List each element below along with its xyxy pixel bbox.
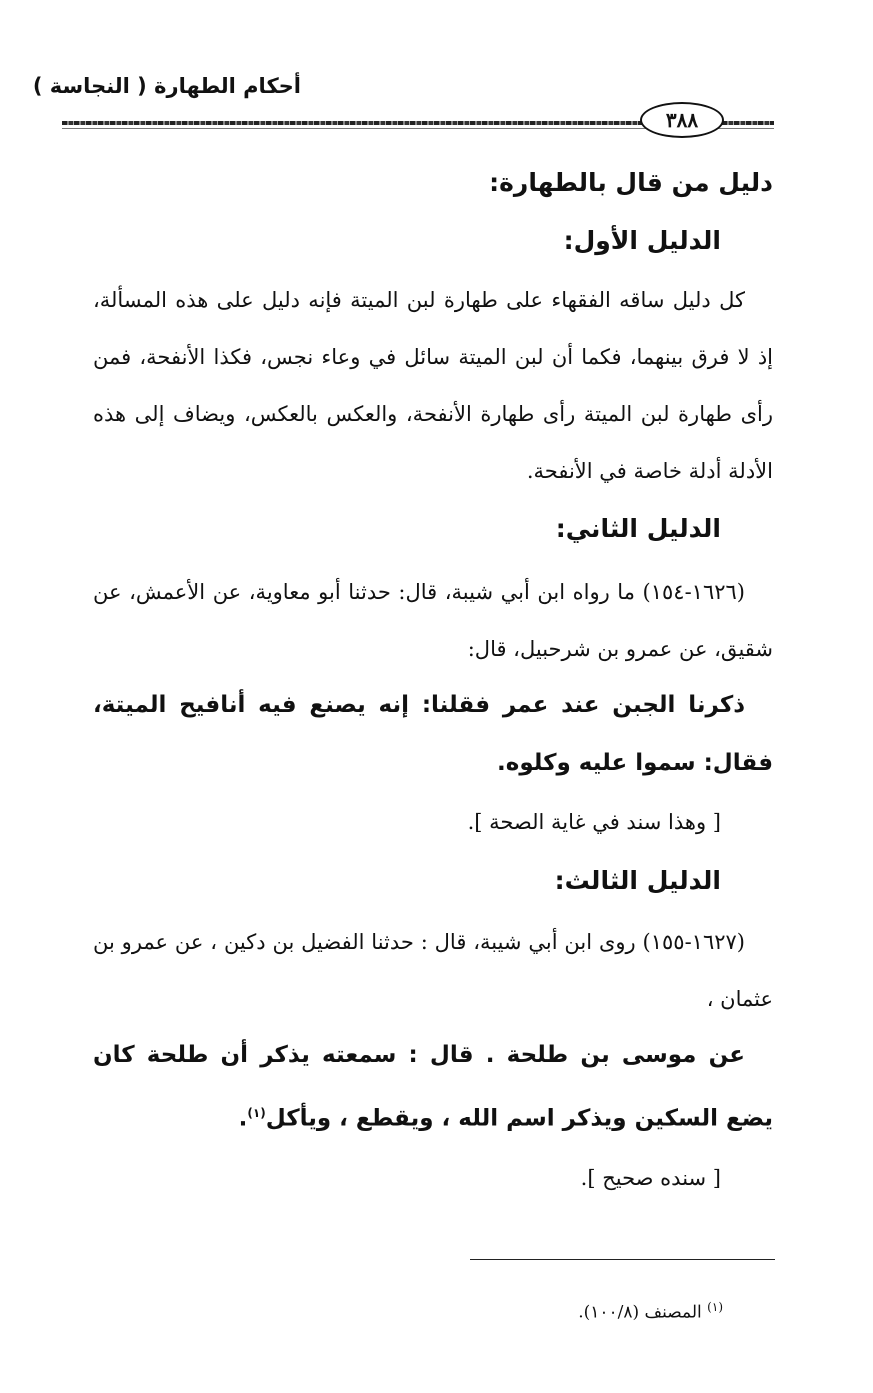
second-evidence-quote: ذكرنا الجبن عند عمر فقلنا: إنه يصنع فيه أنافيح الميتة، فقال: سموا عليه وكلوه. <box>93 692 773 776</box>
section-title: دليل من قال بالطهارة: <box>489 168 773 197</box>
footnote <box>578 1300 723 1323</box>
first-evidence-heading: الدليل الأول: <box>563 226 721 255</box>
page-number: ٣٨٨ <box>640 102 724 138</box>
first-evidence-paragraph: كل دليل ساقه الفقهاء على طهارة لبن الميتة فإنه دليل على هذه المسألة، إذ لا فرق بينهما، فكما أن لبن الميتة سائل في وعاء نجس، فكذا الأنفحة، فمن رأى طهارة لبن الميتة رأى طهارة الأنفحة، والعكس بالعكس، ويضاف إلى هذه الأدلة أدلة خاصة في الأنفحة. <box>93 288 773 483</box>
footnote-text: المصنف (١٠٠/٨). <box>578 1302 702 1323</box>
footnote-reference[interactable]: (١) <box>247 1106 266 1120</box>
third-evidence-grading: [ سنده صحيح ]. <box>580 1166 721 1190</box>
running-title: أحكام الطهارة ( النجاسة ) <box>32 74 301 98</box>
footnote-marker: (١) <box>707 1300 723 1314</box>
third-evidence-quote-end: . <box>238 1105 248 1132</box>
third-evidence-heading: الدليل الثالث: <box>554 866 721 895</box>
third-evidence-quote-text: عن موسى بن طلحة . قال : سمعته يذكر أن طلحة كان يضع السكين ويذكر اسم الله ، ويقطع ، ويأكل <box>93 1042 773 1132</box>
second-evidence-grading: [ وهذا سند في غاية الصحة ]. <box>467 810 721 834</box>
third-evidence-quote <box>93 1026 773 1148</box>
second-evidence-heading: الدليل الثاني: <box>555 514 721 543</box>
footnote-rule <box>470 1259 775 1260</box>
second-evidence-narration: (١٦٢٦-١٥٤) ما رواه ابن أبي شيبة، قال: حدثنا أبو معاوية، عن الأعمش، عن شقيق، عن عمرو بن شرحبيل، قال: <box>93 580 773 661</box>
third-evidence-narration: (١٦٢٧-١٥٥) روى ابن أبي شيبة، قال : حدثنا الفضيل بن دكين ، عن عمرو بن عثمان ، <box>93 930 773 1011</box>
